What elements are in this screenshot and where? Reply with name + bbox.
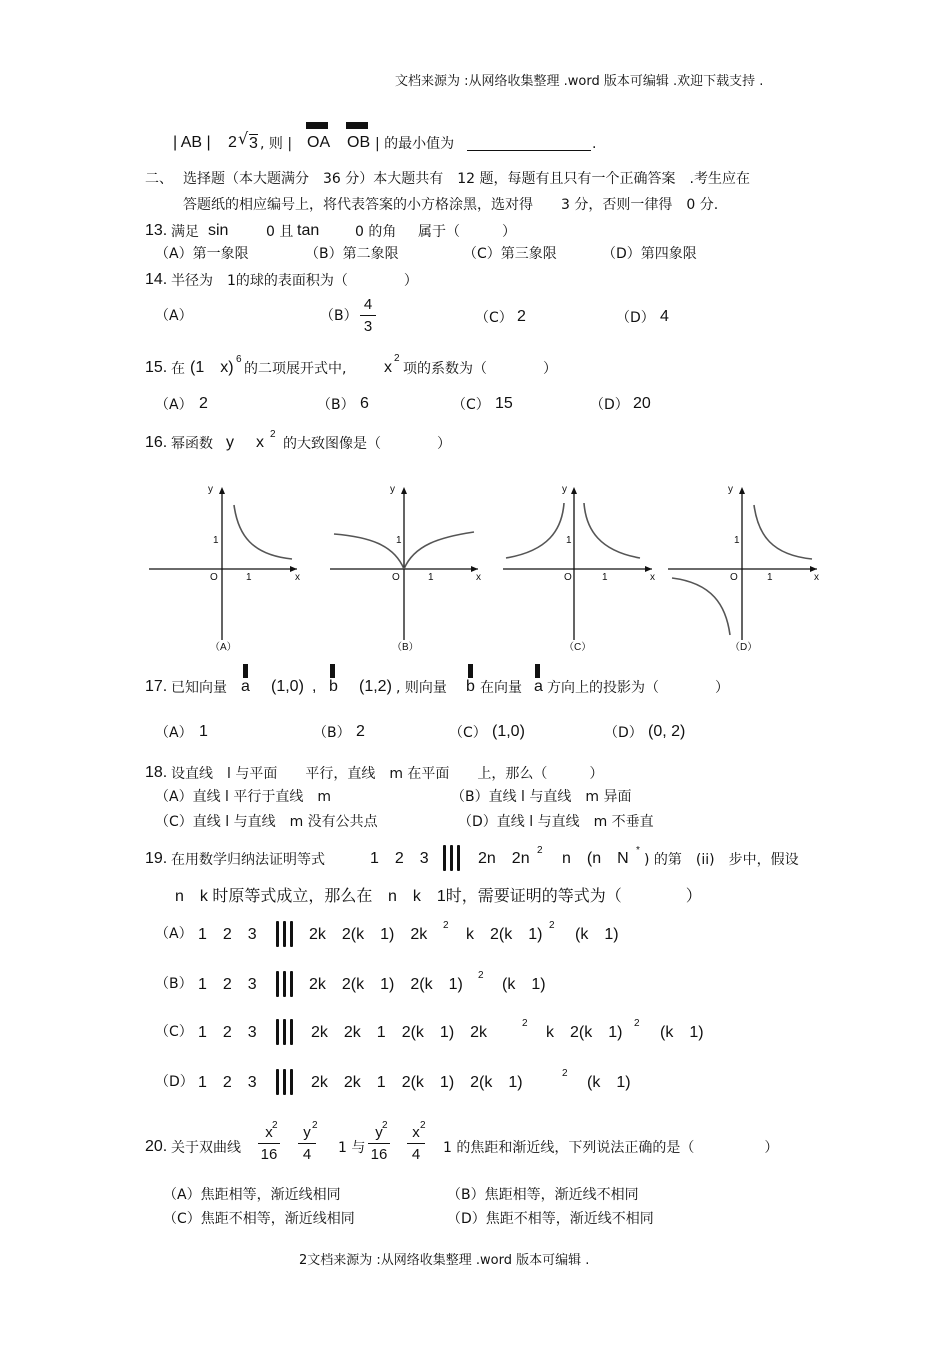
- option-a: （A）第一象限: [155, 246, 249, 262]
- graph-b-y-label: y: [390, 484, 395, 495]
- option-b: （B）: [320, 308, 358, 324]
- page-header: 文档来源为 :从网络收集整理 .word 版本可编辑 .欢迎下载支持 .: [395, 74, 764, 89]
- graph-c-label: （C）: [564, 642, 592, 653]
- graph-b-tick-y: 1: [396, 535, 402, 546]
- option-d: （D）: [616, 310, 655, 326]
- graph-a-y-label: y: [208, 484, 213, 495]
- ellipsis-bars: [276, 1019, 294, 1045]
- graph-a-x-label: x: [295, 572, 300, 583]
- option-d: （D）焦距不相等，渐近线不相同: [447, 1211, 654, 1227]
- option-a: （A）焦距相等，渐近线相同: [163, 1187, 341, 1203]
- option-c: （C）: [155, 1024, 193, 1040]
- ellipsis-bars: [276, 921, 294, 947]
- graph-a-tick-y: 1: [213, 535, 219, 546]
- vector-arrow-a2: [535, 664, 540, 678]
- option-d: （D）: [155, 1074, 194, 1090]
- option-a: （A）: [155, 926, 193, 942]
- graph-c-x-label: x: [650, 572, 655, 583]
- fraction-4-3: 4 3: [360, 296, 376, 335]
- option-d: （D）直线 l 与直线 m 不垂直: [458, 814, 654, 830]
- graph-c-tick-x: 1: [602, 572, 608, 583]
- option-b: （B）: [317, 397, 355, 413]
- graph-d-label: （D）: [730, 642, 758, 653]
- graph-a-origin: O: [210, 572, 218, 583]
- option-a: （A）: [155, 725, 193, 741]
- option-c: （C）第三象限: [463, 246, 557, 262]
- answer-blank: [467, 150, 591, 151]
- fraction-x2-4: x 4: [407, 1124, 425, 1163]
- option-d: （D）: [604, 725, 643, 741]
- power-function-graphs: [0, 475, 950, 660]
- option-c: （C）: [452, 397, 490, 413]
- graph-a-tick-x: 1: [246, 572, 252, 583]
- graph-c-y-label: y: [562, 484, 567, 495]
- option-b: （B）焦距相等，渐近线不相同: [447, 1187, 639, 1203]
- section-number: 二、: [145, 171, 173, 187]
- ellipsis-bars: [276, 971, 294, 997]
- option-c: （C）焦距不相等，渐近线相同: [163, 1211, 355, 1227]
- option-b: （B）第二象限: [305, 246, 399, 262]
- graph-b-origin: O: [392, 572, 400, 583]
- section-instructions-line2: 答题纸的相应编号上，将代表答案的小方格涂黑，选对得 3 分，否则一律得 0 分.: [183, 197, 719, 213]
- graph-b-x-label: x: [476, 572, 481, 583]
- vector-arrow-b: [330, 664, 335, 678]
- sqrt-sign: √: [238, 129, 249, 148]
- option-b: （B）直线 l 与直线 m 异面: [451, 789, 632, 805]
- page-footer: 2文档来源为 :从网络收集整理 .word 版本可编辑 .: [299, 1253, 590, 1268]
- option-a: （A）直线 l 平行于直线 m: [155, 789, 332, 805]
- graph-c-tick-y: 1: [566, 535, 572, 546]
- vector-arrow-ob: [346, 122, 368, 129]
- graph-a-label: （A）: [210, 642, 237, 653]
- vector-arrow-oa: [306, 122, 328, 129]
- ellipsis-bars: [443, 845, 461, 871]
- option-b: （B）: [155, 976, 193, 992]
- graph-d-x-label: x: [814, 572, 819, 583]
- fraction-y2-16: y 16: [368, 1124, 390, 1163]
- graph-d-origin: O: [730, 572, 738, 583]
- option-b: （B）: [313, 725, 351, 741]
- option-a: （A）: [155, 397, 193, 413]
- graph-c-origin: O: [564, 572, 572, 583]
- option-c: （C）: [449, 725, 487, 741]
- ellipsis-bars: [276, 1069, 294, 1095]
- vector-arrow-a: [243, 664, 248, 678]
- graph-d-y-label: y: [728, 484, 733, 495]
- option-c: （C）: [475, 310, 513, 326]
- graph-d-tick-x: 1: [767, 572, 773, 583]
- graph-b-tick-x: 1: [428, 572, 434, 583]
- graph-b-label: （B）: [392, 642, 419, 653]
- option-d: （D）第四象限: [602, 246, 697, 262]
- option-d: （D）: [590, 397, 629, 413]
- vector-arrow-b2: [468, 664, 473, 678]
- fraction-y2-4: y 4: [298, 1124, 316, 1163]
- option-c: （C）直线 l 与直线 m 没有公共点: [155, 814, 378, 830]
- option-a: （A）: [155, 308, 193, 324]
- fraction-x2-16: x 16: [258, 1124, 280, 1163]
- graph-d-tick-y: 1: [734, 535, 740, 546]
- section-instructions-line1: 选择题（本大题满分 36 分）本大题共有 12 题，每题有且只有一个正确答案 .考生应在: [183, 171, 750, 187]
